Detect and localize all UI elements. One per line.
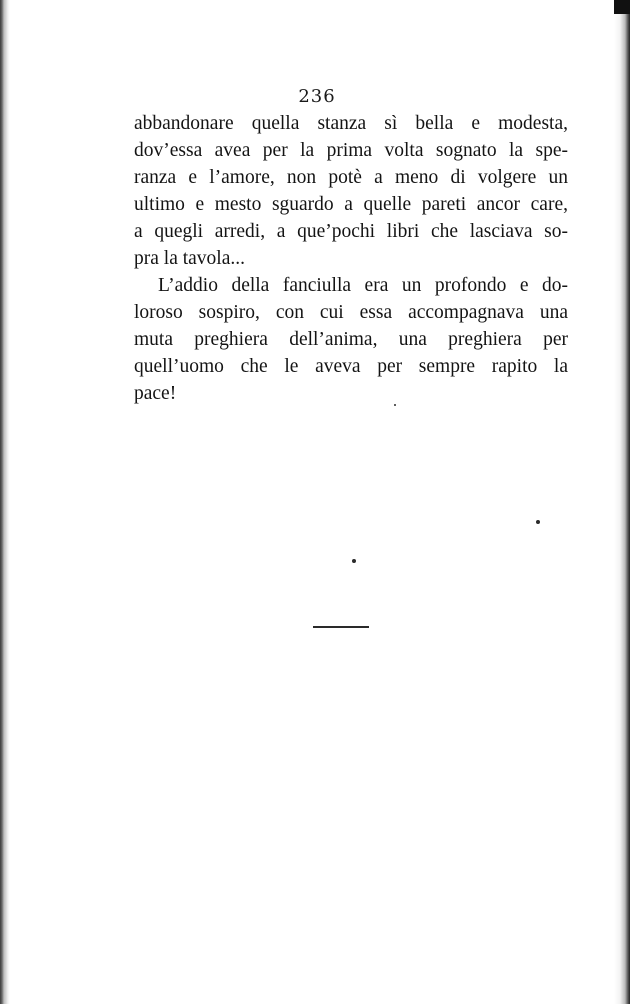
text-line: quell’uomo che le aveva per sempre rapito la	[134, 356, 568, 377]
page-right-edge	[614, 0, 630, 1004]
ink-speck	[394, 404, 396, 406]
page-corner-shadow	[614, 0, 630, 14]
page-gutter-edge	[0, 0, 10, 1004]
ink-speck	[352, 559, 356, 563]
text-line: ultimo e mesto sguardo a quelle pareti ancor care,	[134, 194, 568, 215]
text-line: ranza e l’amore, non potè a meno di volgere un	[134, 167, 568, 188]
text-line: abbandonare quella stanza sì bella e modesta,	[134, 113, 568, 134]
text-line: dov’essa avea per la prima volta sognato la spe-	[134, 140, 568, 161]
text-line: L’addio della fanciulla era un profondo e do-	[158, 275, 568, 296]
end-rule	[313, 626, 369, 628]
text-line: a quegli arredi, a que’pochi libri che lasciava so-	[134, 221, 568, 242]
text-line: pra la tavola...	[134, 248, 245, 269]
ink-speck	[536, 520, 540, 524]
text-line: muta preghiera dell’anima, una preghiera per	[134, 329, 568, 350]
text-line: loroso sospiro, con cui essa accompagnava una	[134, 302, 568, 323]
page-number: 236	[298, 86, 336, 107]
text-line: pace!	[134, 383, 177, 404]
